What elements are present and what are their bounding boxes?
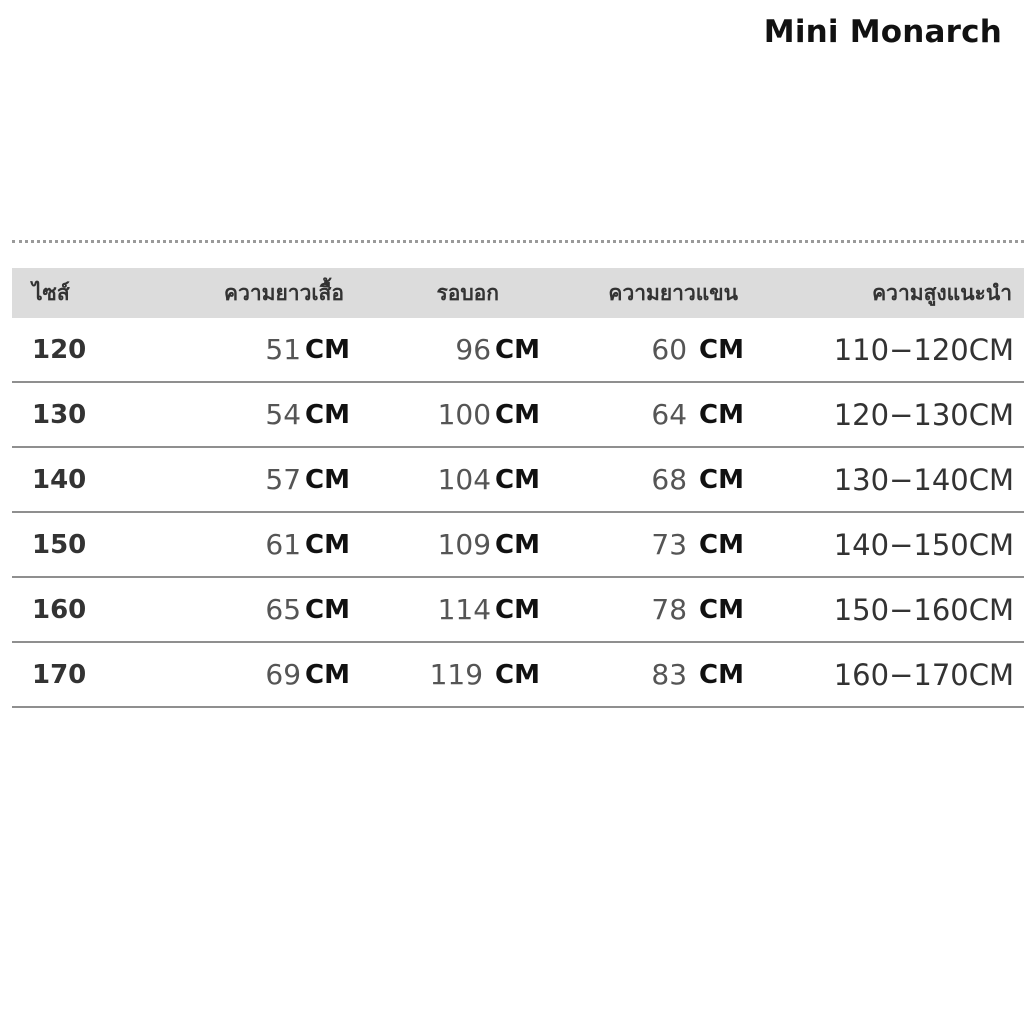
shirt-length-cell bbox=[265, 448, 350, 511]
unit-label: CM bbox=[305, 594, 350, 625]
table-row bbox=[12, 318, 1024, 383]
header-sleeve-length: ความยาวแขน bbox=[608, 280, 738, 305]
chest-value: 114 bbox=[437, 593, 492, 626]
unit-label: CM bbox=[699, 334, 744, 365]
sleeve-length-value: 60 bbox=[651, 333, 688, 366]
sleeve-length-cell bbox=[651, 513, 744, 576]
unit-label: CM bbox=[699, 594, 744, 625]
recommended-height-cell bbox=[834, 318, 1014, 381]
shirt-length-value: 54 bbox=[265, 398, 302, 431]
size-value: 120 bbox=[32, 334, 87, 365]
sleeve-length-cell bbox=[651, 318, 744, 381]
shirt-length-cell bbox=[265, 643, 350, 706]
chest-cell bbox=[455, 318, 540, 381]
unit-label: CM bbox=[495, 594, 540, 625]
unit-label: CM bbox=[699, 464, 744, 495]
table-row bbox=[12, 383, 1024, 448]
sleeve-length-value: 73 bbox=[651, 528, 688, 561]
recommended-height-cell bbox=[834, 643, 1014, 706]
header-size: ไซส์ bbox=[32, 280, 70, 305]
size-cell bbox=[32, 643, 86, 706]
size-value: 160 bbox=[32, 594, 87, 625]
size-cell bbox=[32, 448, 86, 511]
table-row bbox=[12, 448, 1024, 513]
unit-label: CM bbox=[495, 464, 540, 495]
sleeve-length-cell bbox=[651, 643, 744, 706]
shirt-length-cell bbox=[265, 578, 350, 641]
header-chest: รอบอก bbox=[436, 280, 499, 305]
shirt-length-cell bbox=[265, 383, 350, 446]
unit-label: CM bbox=[699, 659, 744, 690]
unit-label: CM bbox=[305, 399, 350, 430]
size-cell bbox=[32, 318, 86, 381]
table-row bbox=[12, 578, 1024, 643]
sleeve-length-value: 83 bbox=[651, 658, 688, 691]
chest-value: 119 bbox=[429, 658, 484, 691]
recommended-height-value: 160−170CM bbox=[833, 657, 1014, 692]
size-value: 150 bbox=[32, 529, 87, 560]
header-shirt-length: ความยาวเสื้อ bbox=[224, 280, 344, 305]
size-cell bbox=[32, 513, 86, 576]
brand-logo-text: Mini Monarch bbox=[763, 14, 1002, 50]
unit-label: CM bbox=[699, 399, 744, 430]
unit-label: CM bbox=[495, 659, 540, 690]
sleeve-length-cell bbox=[651, 383, 744, 446]
size-value: 140 bbox=[32, 464, 87, 495]
chest-cell bbox=[438, 383, 540, 446]
size-chart-table bbox=[12, 268, 1024, 708]
table-header-row bbox=[12, 268, 1024, 318]
unit-label: CM bbox=[305, 529, 350, 560]
sleeve-length-cell bbox=[651, 578, 744, 641]
shirt-length-value: 69 bbox=[265, 658, 302, 691]
unit-label: CM bbox=[699, 529, 744, 560]
unit-label: CM bbox=[305, 464, 350, 495]
size-cell bbox=[32, 383, 86, 446]
chest-value: 104 bbox=[437, 463, 492, 496]
unit-label: CM bbox=[305, 334, 350, 365]
chest-cell bbox=[438, 448, 540, 511]
shirt-length-value: 51 bbox=[265, 333, 302, 366]
size-cell bbox=[32, 578, 86, 641]
chest-value: 109 bbox=[437, 528, 492, 561]
recommended-height-value: 120−130CM bbox=[833, 397, 1014, 432]
dotted-divider bbox=[12, 240, 1024, 243]
unit-label: CM bbox=[495, 399, 540, 430]
size-value: 170 bbox=[32, 659, 87, 690]
shirt-length-cell bbox=[265, 513, 350, 576]
sleeve-length-value: 78 bbox=[651, 593, 688, 626]
shirt-length-value: 61 bbox=[265, 528, 302, 561]
recommended-height-cell bbox=[834, 448, 1014, 511]
unit-label: CM bbox=[495, 529, 540, 560]
recommended-height-cell bbox=[834, 513, 1014, 576]
shirt-length-cell bbox=[265, 318, 350, 381]
table-row bbox=[12, 643, 1024, 708]
recommended-height-value: 130−140CM bbox=[833, 462, 1014, 497]
unit-label: CM bbox=[305, 659, 350, 690]
recommended-height-value: 150−160CM bbox=[833, 592, 1014, 627]
table-row bbox=[12, 513, 1024, 578]
sleeve-length-cell bbox=[651, 448, 744, 511]
chest-cell bbox=[438, 513, 540, 576]
chest-cell bbox=[438, 578, 540, 641]
recommended-height-value: 110−120CM bbox=[833, 332, 1014, 367]
recommended-height-value: 140−150CM bbox=[833, 527, 1014, 562]
unit-label: CM bbox=[495, 334, 540, 365]
header-recommended-height: ความสูงแนะนำ bbox=[872, 280, 1012, 305]
recommended-height-cell bbox=[834, 383, 1014, 446]
recommended-height-cell bbox=[834, 578, 1014, 641]
shirt-length-value: 65 bbox=[265, 593, 302, 626]
chest-value: 96 bbox=[455, 333, 492, 366]
chest-value: 100 bbox=[437, 398, 492, 431]
size-value: 130 bbox=[32, 399, 87, 430]
chest-cell bbox=[430, 643, 540, 706]
shirt-length-value: 57 bbox=[265, 463, 302, 496]
sleeve-length-value: 68 bbox=[651, 463, 688, 496]
sleeve-length-value: 64 bbox=[651, 398, 688, 431]
